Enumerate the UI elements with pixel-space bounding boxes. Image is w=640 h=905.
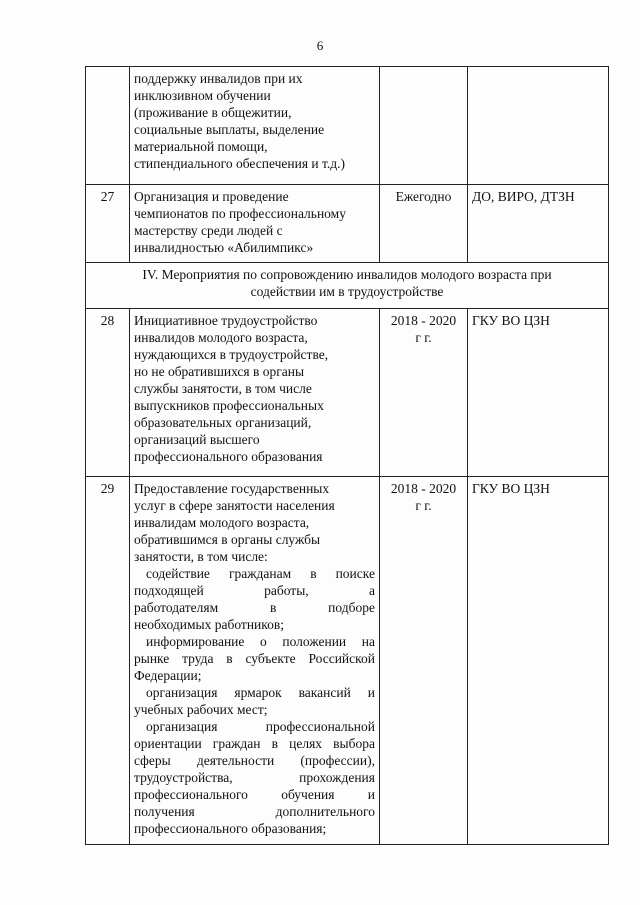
service-item-line: рынке труда в субъекте Российской <box>134 651 375 666</box>
description-line: мастерству среди людей с <box>134 223 283 238</box>
service-item-line: информирование о положении на <box>146 634 375 649</box>
description-line: службы занятости, в том числе <box>134 381 312 396</box>
service-item-line: организация профессиональной <box>146 719 375 734</box>
description-line: занятости, в том числе: <box>134 549 268 564</box>
description-line: поддержку инвалидов при их <box>134 71 303 86</box>
row-description <box>130 67 380 185</box>
description-line: Инициативное трудоустройство <box>134 313 318 328</box>
row-description <box>130 477 380 845</box>
page-number: 6 <box>316 38 324 53</box>
service-item-line: работодателям в подборе <box>134 600 375 615</box>
row-term <box>380 477 468 845</box>
row-number: 28 <box>86 309 130 477</box>
service-item-line: получения дополнительного <box>134 804 375 819</box>
service-item-line: трудоустройства, прохождения <box>134 770 375 785</box>
table-row <box>86 67 609 185</box>
service-item-line: подходящей работы, а <box>134 583 375 598</box>
description-line: выпускников профессиональных <box>134 398 324 413</box>
row-executor: ГКУ ВО ЦЗН <box>468 309 609 477</box>
row-executor: ГКУ ВО ЦЗН <box>468 477 609 845</box>
row-term <box>380 67 468 185</box>
section-header-row <box>86 263 609 309</box>
description-line: образовательных организаций, <box>134 415 312 430</box>
service-item-line: ориентации граждан в целях выбора <box>134 736 375 751</box>
term-years: 2018 - 2020 <box>390 313 457 328</box>
description-line: чемпионатов по профессиональному <box>134 206 346 221</box>
description-line: социальные выплаты, выделение <box>134 122 325 137</box>
service-item-line: учебных рабочих мест; <box>134 702 268 717</box>
service-item-line: сферы деятельности (профессии), <box>134 753 375 768</box>
row-executor <box>468 67 609 185</box>
row-description <box>130 309 380 477</box>
description-line: инклюзивном обучении <box>134 88 271 103</box>
description-line: инвалидам молодого возраста, <box>134 515 310 530</box>
service-item-line: организация ярмарок вакансий и <box>146 685 375 700</box>
description-line: (проживание в общежитии, <box>134 105 292 120</box>
table-row <box>86 309 609 477</box>
description-line: услуг в сфере занятости населения <box>134 498 335 513</box>
row-description <box>130 185 380 263</box>
description-line: профессионального образования <box>134 449 323 464</box>
term-years: 2018 - 2020 <box>390 481 457 496</box>
table-row <box>86 185 609 263</box>
table-row <box>86 477 609 845</box>
row-term <box>380 309 468 477</box>
section-heading-line: IV. Мероприятия по сопровождению инвалидов молодого возраста при <box>142 267 552 282</box>
description-line: нуждающихся в трудоустройстве, <box>134 347 329 362</box>
service-item-line: профессионального образования; <box>134 821 327 836</box>
service-item-line: профессионального обучения и <box>134 787 375 802</box>
description-line: Организация и проведение <box>134 189 289 204</box>
description-line: но не обратившихся в органы <box>134 364 305 379</box>
description-line: организаций высшего <box>134 432 260 447</box>
service-item-line: необходимых работников; <box>134 617 285 632</box>
service-item-line: Федерации; <box>134 668 202 683</box>
row-number: 29 <box>86 477 130 845</box>
section-heading <box>86 263 609 309</box>
row-number <box>86 67 130 185</box>
term-suffix: г г. <box>415 498 432 513</box>
service-item-line: содействие гражданам в поиске <box>146 566 375 581</box>
measures-table <box>85 66 609 845</box>
row-term: Ежегодно <box>380 185 468 263</box>
description-line: инвалидов молодого возраста, <box>134 330 308 345</box>
description-line: обратившимся в органы службы <box>134 532 321 547</box>
term-suffix: г г. <box>415 330 432 345</box>
description-line: материальной помощи, <box>134 139 268 154</box>
section-heading-line: содействии им в трудоустройстве <box>250 284 444 299</box>
row-number: 27 <box>86 185 130 263</box>
description-line: инвалидностью «Абилимпикс» <box>134 240 314 255</box>
row-executor: ДО, ВИРО, ДТЗН <box>468 185 609 263</box>
description-line: стипендиального обеспечения и т.д.) <box>134 156 346 171</box>
description-line: Предоставление государственных <box>134 481 330 496</box>
